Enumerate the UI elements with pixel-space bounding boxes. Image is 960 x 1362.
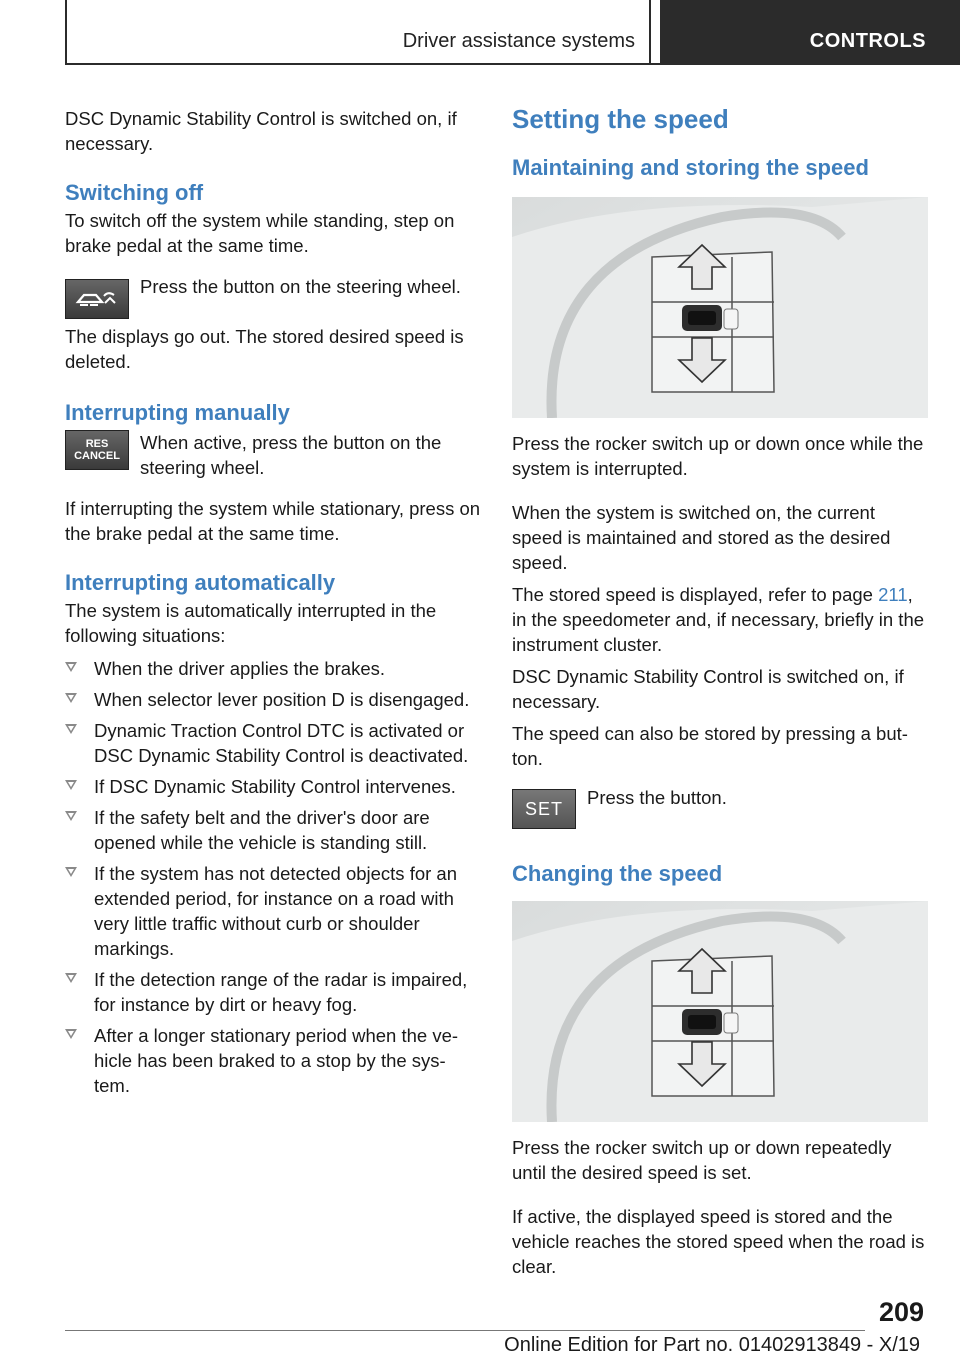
list-item: If the detection range of the radar is impaired, for instance by dirt or heavy fog.	[65, 967, 481, 1017]
triangle-bullet-icon	[65, 662, 77, 672]
res-cancel-button-row	[65, 430, 481, 490]
header-section-title: Driver assistance systems	[402, 30, 635, 52]
maintaining-p2: When the system is switched on, the current speed is maintained and stored as the desired speed.	[512, 502, 891, 573]
triangle-bullet-icon	[65, 867, 77, 877]
triangle-bullet-icon	[65, 1029, 77, 1039]
maintaining-speed-heading: Maintaining and storing the speed	[512, 155, 869, 180]
set-button-row	[512, 785, 928, 835]
triangle-bullet-icon	[65, 811, 77, 821]
steering-wheel-rocker-illustration-2	[512, 901, 928, 1122]
set-icon	[512, 789, 576, 829]
page-link-211[interactable]: 211	[878, 584, 908, 605]
list-item: If DSC Dynamic Stability Control intervenes.	[65, 774, 481, 799]
footer-edition: Online Edition for Part no. 01402913849 - X/19	[504, 1334, 920, 1356]
list-item: When selector lever position D is disengaged.	[65, 687, 481, 712]
interrupting-automatically-text: The system is automatically interrupted in the following situations:	[65, 600, 437, 646]
cruise-control-button-row	[65, 274, 481, 320]
res-cancel-icon	[65, 430, 129, 470]
header-chapter-tab	[660, 0, 960, 63]
triangle-bullet-icon	[65, 693, 77, 703]
list-item: If the safety belt and the driver's door are opened while the vehicle is standing still.	[65, 805, 481, 855]
cancel-label: CANCEL	[74, 450, 120, 462]
res-cancel-button-text: When active, press the button on the steering wheel.	[140, 432, 442, 478]
footer-rule	[65, 1330, 865, 1331]
header-rule	[65, 63, 960, 65]
maintaining-p5: The speed can also be stored by pressing a but‐ton.	[512, 723, 908, 769]
switching-off-text: To switch off the system while standing, step on brake pedal at the same time.	[65, 210, 455, 256]
switching-off-after: The displays go out. The stored desired speed is deleted.	[65, 326, 464, 372]
cruise-control-icon	[65, 279, 129, 319]
page-number: 209	[878, 1297, 924, 1327]
list-item: When the driver applies the brakes.	[65, 656, 481, 681]
steering-wheel-rocker-illustration	[512, 197, 928, 418]
changing-p1: Press the rocker switch up or down repeatedly until the desired speed is set.	[512, 1137, 892, 1183]
maintaining-p4: DSC Dynamic Stability Control is switched on, if necessary.	[512, 666, 904, 712]
maintaining-p1: Press the rocker switch up or down once while the system is interrupted.	[512, 433, 924, 479]
right-column	[512, 100, 928, 1279]
res-label: RES	[85, 438, 109, 450]
maintaining-p3: The stored speed is displayed, refer to page 211, in the speedometer and, if necessary, briefly in the instrument cluster.	[512, 584, 925, 655]
interrupting-manually-heading: Interrupting manually	[65, 400, 290, 425]
set-label: SET	[524, 798, 563, 819]
left-column	[65, 100, 481, 1104]
list-item: If the system has not detected objects for an extended period, for instance on a road with very little traffic without curb or shoulder markings.	[65, 861, 481, 961]
interruption-list	[65, 656, 481, 1098]
triangle-bullet-icon	[65, 724, 77, 734]
triangle-bullet-icon	[65, 973, 77, 983]
interrupting-automatically-heading: Interrupting automatically	[65, 570, 336, 595]
cruise-control-button-text: Press the button on the steering wheel.	[140, 276, 461, 297]
changing-speed-heading: Changing the speed	[512, 861, 723, 886]
list-item: After a longer stationary period when the ve‐hicle has been braked to a stop by the sys‐tem.	[65, 1023, 481, 1098]
interrupting-manually-after: If interrupting the system while stationary, press on the brake pedal at the same time.	[65, 498, 481, 544]
list-item: Dynamic Traction Control DTC is activated or DSC Dynamic Stability Control is deactivated.	[65, 718, 481, 768]
changing-p2: If active, the displayed speed is stored and the vehicle reaches the stored speed when the road is clear.	[512, 1206, 925, 1277]
setting-speed-heading: Setting the speed	[512, 104, 729, 134]
switching-off-heading: Switching off	[65, 180, 204, 205]
triangle-bullet-icon	[65, 780, 77, 790]
header-section	[67, 0, 651, 63]
set-button-text: Press the button.	[587, 787, 727, 808]
intro-paragraph: DSC Dynamic Stability Control is switched on, if necessary.	[65, 108, 457, 154]
header-chapter-title: CONTROLS	[809, 30, 926, 52]
